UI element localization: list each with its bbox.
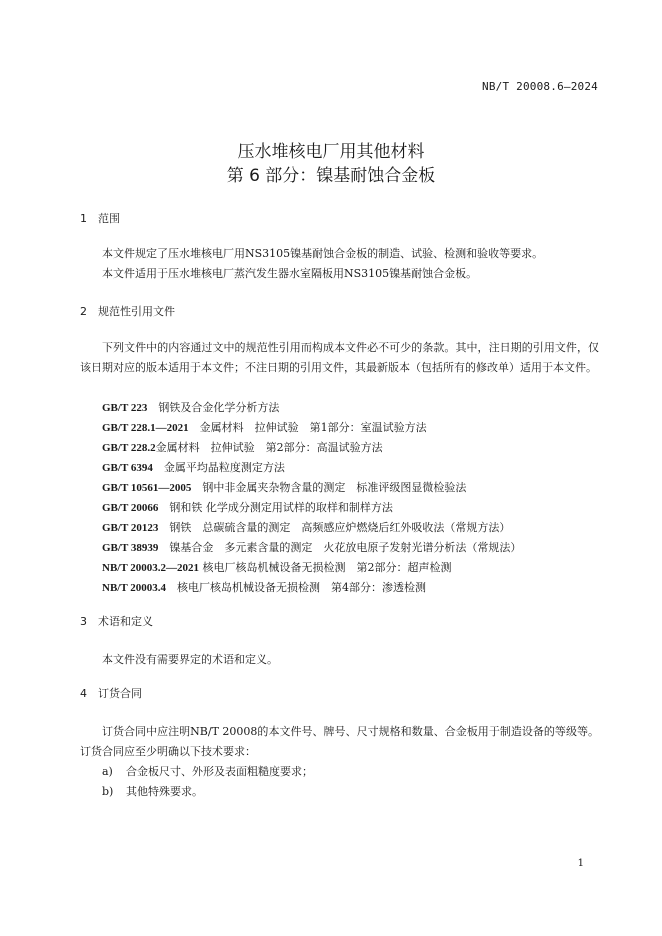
reference-item [102, 498, 602, 518]
ordering-intro: 订货合同中应注明NB/T 20008的本文件号、牌号、尺寸规格和数量、合金板用于制造设备的等级等。订货合同应至少明确以下技术要求： [80, 725, 599, 758]
section-number: 3 [80, 615, 87, 628]
reference-item [102, 478, 602, 498]
scope-paragraph-2: 本文件适用于压水堆核电厂蒸汽发生器水室隔板用NS3105镍基耐蚀合金板。 [102, 267, 478, 280]
requirements-list [102, 762, 602, 802]
reference-code: GB/T 20123 [102, 522, 159, 534]
reference-code: GB/T 38939 [102, 542, 159, 554]
section-2-heading [80, 304, 175, 320]
reference-item [102, 578, 602, 598]
list-item-label: a) [102, 765, 113, 778]
reference-item [102, 518, 602, 538]
reference-item [102, 558, 602, 578]
reference-code: GB/T 223 [102, 402, 148, 414]
list-item-text: 合金板尺寸、外形及表面粗糙度要求； [126, 765, 313, 778]
document-title [0, 140, 662, 188]
reference-title: 镍基合金 多元素含量的测定 火花放电原子发射光谱分析法（常规法） [169, 541, 522, 554]
reference-item [102, 398, 602, 418]
reference-title: 钢和铁 化学成分测定用试样的取样和制样方法 [169, 501, 393, 514]
section-3-heading [80, 614, 153, 630]
reference-item [102, 458, 602, 478]
reference-title: 钢中非金属夹杂物含量的测定 标准评级图显微检验法 [202, 481, 467, 494]
title-line-1: 压水堆核电厂用其他材料 [237, 142, 425, 162]
list-item [102, 762, 602, 782]
reference-title: 钢铁及合金化学分析方法 [158, 401, 280, 414]
page-number: 1 [577, 858, 584, 869]
section-number: 1 [80, 212, 87, 225]
reference-code: GB/T 10561—2005 [102, 482, 192, 494]
standard-code: NB/T 20008.6—2024 [482, 80, 598, 93]
title-line-2: 第 6 部分：镍基耐蚀合金板 [226, 166, 436, 186]
section-title: 范围 [98, 212, 120, 225]
section-number: 2 [80, 305, 87, 318]
section-1-heading [80, 211, 120, 227]
reference-code: NB/T 20003.2—2021 [102, 562, 199, 574]
reference-code: GB/T 20066 [102, 502, 159, 514]
list-item-label: b) [102, 785, 114, 798]
section-title: 规范性引用文件 [98, 305, 175, 318]
reference-code: GB/T 228.1—2021 [102, 422, 189, 434]
section-title: 订货合同 [98, 687, 142, 700]
reference-item [102, 538, 602, 558]
list-item [102, 782, 602, 802]
reference-title: 钢铁 总碳硫含量的测定 高频感应炉燃烧后红外吸收法（常规方法） [169, 521, 511, 534]
references-intro: 下列文件中的内容通过文中的规范性引用而构成本文件必不可少的条款。其中，注日期的引用文件，仅该日期对应的版本适用于本文件；不注日期的引用文件，其最新版本（包括所有的修改单）适用于本文件。 [80, 341, 599, 374]
scope-paragraph-1: 本文件规定了压水堆核电厂用NS3105镍基耐蚀合金板的制造、试验、检测和验收等要求。 [102, 247, 544, 260]
reference-title: 核电厂核岛机械设备无损检测 第4部分：渗透检测 [176, 581, 426, 594]
reference-item [102, 438, 602, 458]
reference-title: 核电厂核岛机械设备无损检测 第2部分：超声检测 [202, 561, 452, 574]
reference-title: 金属平均晶粒度测定方法 [163, 461, 285, 474]
reference-code: GB/T 228.2 [102, 442, 156, 454]
list-item-text: 其他特殊要求。 [126, 785, 203, 798]
section-4-heading [80, 686, 142, 702]
reference-code: GB/T 6394 [102, 462, 153, 474]
reference-list [102, 398, 602, 598]
reference-title: 金属材料 拉伸试验 第2部分：高温试验方法 [155, 441, 383, 454]
terms-paragraph: 本文件没有需要界定的术语和定义。 [102, 653, 278, 666]
section-title: 术语和定义 [98, 615, 153, 628]
reference-code: NB/T 20003.4 [102, 582, 166, 594]
reference-title: 金属材料 拉伸试验 第1部分：室温试验方法 [199, 421, 427, 434]
section-number: 4 [80, 687, 87, 700]
reference-item [102, 418, 602, 438]
